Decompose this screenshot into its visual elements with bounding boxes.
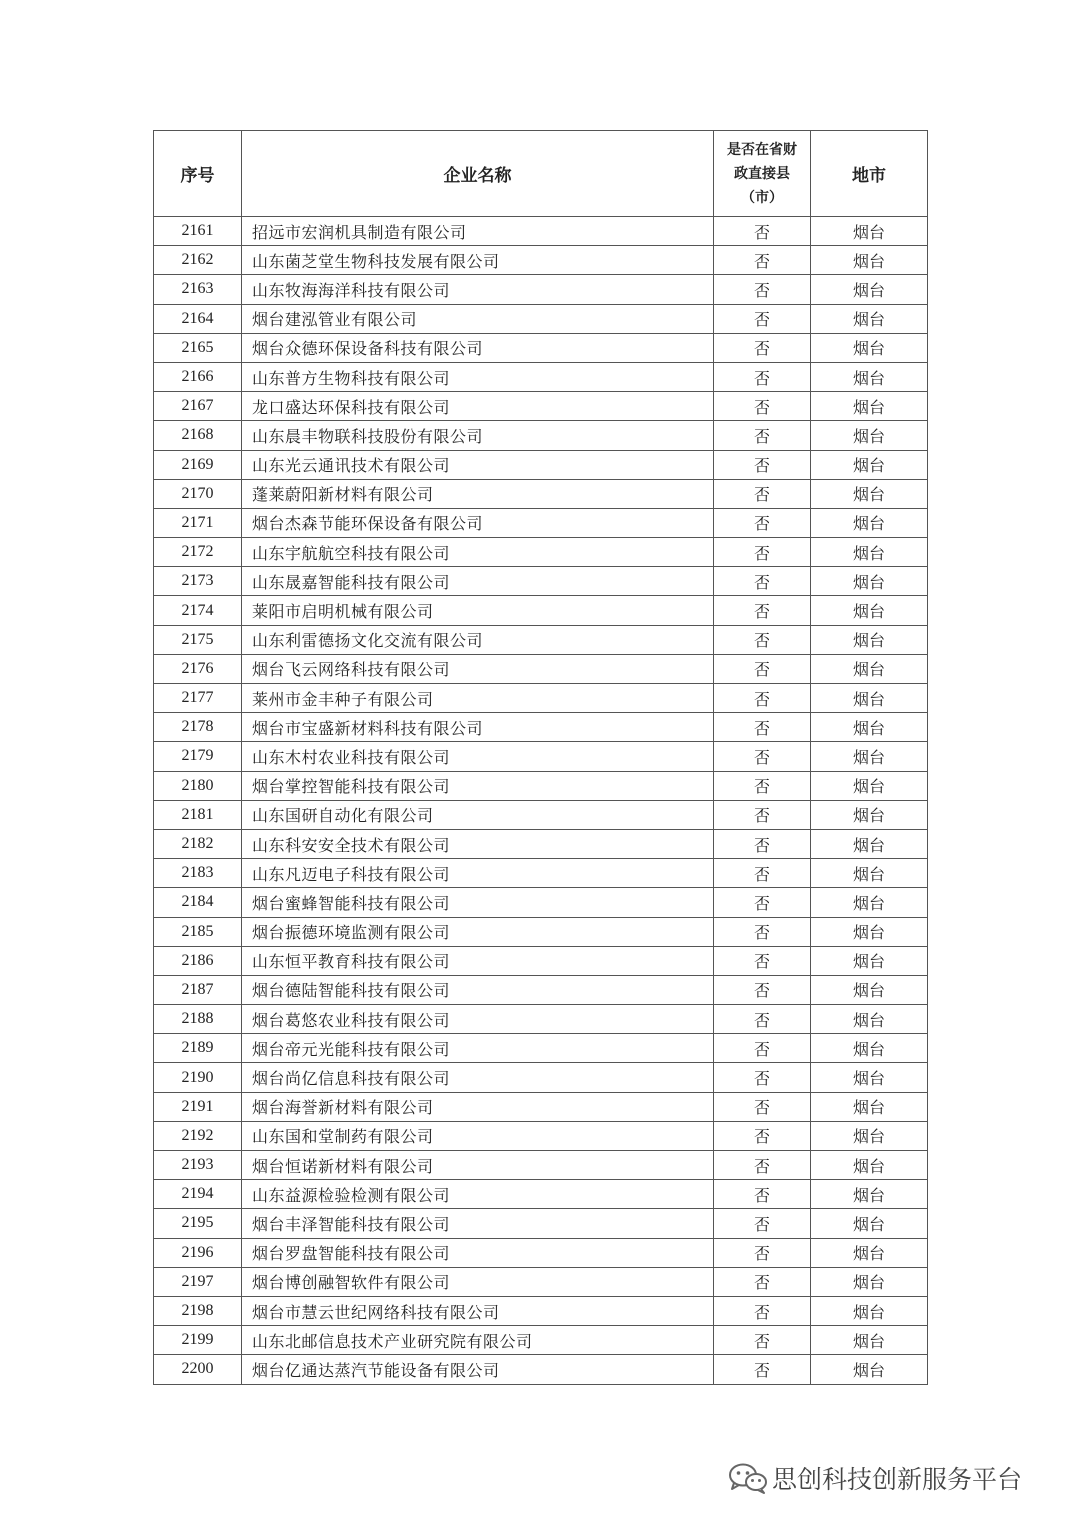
row-direct-county: 否: [714, 888, 811, 917]
row-company-name: 龙口盛达环保科技有限公司: [242, 392, 714, 421]
row-city: 烟台: [811, 304, 928, 333]
row-company-name: 烟台恒诺新材料有限公司: [242, 1151, 714, 1180]
watermark-text: 思创科技创新服务平台: [772, 1465, 1023, 1494]
row-direct-county: 否: [714, 421, 811, 450]
row-seq: 2164: [154, 304, 242, 333]
row-direct-county: 否: [714, 538, 811, 567]
row-company-name: 烟台尚亿信息科技有限公司: [242, 1063, 714, 1092]
row-company-name: 山东北邮信息技术产业研究院有限公司: [242, 1326, 714, 1355]
table-row: [154, 713, 928, 742]
row-city: 烟台: [811, 771, 928, 800]
table-row: [154, 800, 928, 829]
table-row: [154, 596, 928, 625]
row-city: 烟台: [811, 1326, 928, 1355]
row-seq: 2187: [154, 975, 242, 1004]
row-direct-county: 否: [714, 742, 811, 771]
row-company-name: 烟台掌控智能科技有限公司: [242, 771, 714, 800]
table-row: [154, 1092, 928, 1121]
row-direct-county: 否: [714, 1063, 811, 1092]
row-seq: 2199: [154, 1326, 242, 1355]
row-seq: 2200: [154, 1355, 242, 1384]
row-direct-county: 否: [714, 275, 811, 304]
table-row: [154, 1034, 928, 1063]
row-seq: 2162: [154, 246, 242, 275]
row-city: 烟台: [811, 625, 928, 654]
row-direct-county: 否: [714, 1005, 811, 1034]
row-seq: 2180: [154, 771, 242, 800]
table-header-row: [154, 131, 928, 217]
row-company-name: 山东凡迈电子科技有限公司: [242, 859, 714, 888]
row-city: 烟台: [811, 421, 928, 450]
table-row: [154, 1267, 928, 1296]
table-row: [154, 1005, 928, 1034]
row-city: 烟台: [811, 654, 928, 683]
row-direct-county: 否: [714, 1326, 811, 1355]
row-city: 烟台: [811, 217, 928, 246]
row-direct-county: 否: [714, 684, 811, 713]
table-row: [154, 362, 928, 391]
row-city: 烟台: [811, 946, 928, 975]
row-direct-county: 否: [714, 713, 811, 742]
row-city: 烟台: [811, 479, 928, 508]
row-seq: 2174: [154, 596, 242, 625]
row-seq: 2192: [154, 1121, 242, 1150]
row-city: 烟台: [811, 1355, 928, 1384]
table-row: [154, 1180, 928, 1209]
header-seq: 序号: [154, 131, 242, 217]
row-direct-county: 否: [714, 392, 811, 421]
row-city: 烟台: [811, 684, 928, 713]
row-city: 烟台: [811, 859, 928, 888]
row-seq: 2171: [154, 508, 242, 537]
row-direct-county: 否: [714, 1034, 811, 1063]
row-seq: 2183: [154, 859, 242, 888]
row-company-name: 山东光云通讯技术有限公司: [242, 450, 714, 479]
row-company-name: 烟台杰森节能环保设备有限公司: [242, 508, 714, 537]
enterprise-table: [153, 130, 928, 1385]
row-seq: 2177: [154, 684, 242, 713]
row-company-name: 烟台蜜蜂智能科技有限公司: [242, 888, 714, 917]
row-city: 烟台: [811, 1180, 928, 1209]
table-row: [154, 392, 928, 421]
row-city: 烟台: [811, 975, 928, 1004]
row-company-name: 山东国研自动化有限公司: [242, 800, 714, 829]
table-row: [154, 888, 928, 917]
row-company-name: 山东木村农业科技有限公司: [242, 742, 714, 771]
row-direct-county: 否: [714, 859, 811, 888]
row-seq: 2163: [154, 275, 242, 304]
row-direct-county: 否: [714, 829, 811, 858]
row-company-name: 烟台振德环境监测有限公司: [242, 917, 714, 946]
row-seq: 2167: [154, 392, 242, 421]
row-city: 烟台: [811, 246, 928, 275]
table-row: [154, 742, 928, 771]
row-city: 烟台: [811, 1034, 928, 1063]
row-seq: 2193: [154, 1151, 242, 1180]
table-row: [154, 654, 928, 683]
row-direct-county: 否: [714, 771, 811, 800]
table-row: [154, 946, 928, 975]
table-row: [154, 1355, 928, 1384]
table-body: [154, 217, 928, 1385]
row-city: 烟台: [811, 1005, 928, 1034]
table-row: [154, 333, 928, 362]
row-direct-county: 否: [714, 917, 811, 946]
header-city: 地市: [811, 131, 928, 217]
row-company-name: 山东牧海海洋科技有限公司: [242, 275, 714, 304]
table-row: [154, 567, 928, 596]
row-company-name: 烟台市宝盛新材料科技有限公司: [242, 713, 714, 742]
table-row: [154, 625, 928, 654]
row-city: 烟台: [811, 538, 928, 567]
row-city: 烟台: [811, 1121, 928, 1150]
row-direct-county: 否: [714, 800, 811, 829]
row-seq: 2169: [154, 450, 242, 479]
row-city: 烟台: [811, 333, 928, 362]
table-row: [154, 859, 928, 888]
row-city: 烟台: [811, 1267, 928, 1296]
row-company-name: 山东益源检验检测有限公司: [242, 1180, 714, 1209]
row-seq: 2161: [154, 217, 242, 246]
row-company-name: 山东国和堂制药有限公司: [242, 1121, 714, 1150]
row-city: 烟台: [811, 450, 928, 479]
row-city: 烟台: [811, 1238, 928, 1267]
row-company-name: 烟台丰泽智能科技有限公司: [242, 1209, 714, 1238]
row-company-name: 烟台众德环保设备科技有限公司: [242, 333, 714, 362]
row-direct-county: 否: [714, 1151, 811, 1180]
row-direct-county: 否: [714, 362, 811, 391]
table-row: [154, 275, 928, 304]
row-direct-county: 否: [714, 625, 811, 654]
row-company-name: 山东科安安全技术有限公司: [242, 829, 714, 858]
header-company-name: 企业名称: [242, 131, 714, 217]
row-city: 烟台: [811, 275, 928, 304]
row-direct-county: 否: [714, 975, 811, 1004]
table-row: [154, 508, 928, 537]
row-direct-county: 否: [714, 1355, 811, 1384]
row-company-name: 山东恒平教育科技有限公司: [242, 946, 714, 975]
row-direct-county: 否: [714, 246, 811, 275]
table-row: [154, 304, 928, 333]
table-row: [154, 771, 928, 800]
row-seq: 2191: [154, 1092, 242, 1121]
row-company-name: 山东菌芝堂生物科技发展有限公司: [242, 246, 714, 275]
row-direct-county: 否: [714, 946, 811, 975]
row-seq: 2175: [154, 625, 242, 654]
row-city: 烟台: [811, 829, 928, 858]
row-direct-county: 否: [714, 567, 811, 596]
wechat-icon: [728, 1462, 768, 1494]
row-company-name: 山东晟嘉智能科技有限公司: [242, 567, 714, 596]
row-direct-county: 否: [714, 1180, 811, 1209]
row-company-name: 烟台帝元光能科技有限公司: [242, 1034, 714, 1063]
table-row: [154, 1151, 928, 1180]
row-seq: 2165: [154, 333, 242, 362]
row-seq: 2170: [154, 479, 242, 508]
table-row: [154, 1209, 928, 1238]
row-seq: 2166: [154, 362, 242, 391]
row-company-name: 山东宇航航空科技有限公司: [242, 538, 714, 567]
row-city: 烟台: [811, 742, 928, 771]
row-seq: 2176: [154, 654, 242, 683]
row-direct-county: 否: [714, 508, 811, 537]
row-direct-county: 否: [714, 1121, 811, 1150]
row-seq: 2194: [154, 1180, 242, 1209]
row-seq: 2172: [154, 538, 242, 567]
row-seq: 2185: [154, 917, 242, 946]
row-direct-county: 否: [714, 450, 811, 479]
row-company-name: 莱州市金丰种子有限公司: [242, 684, 714, 713]
row-company-name: 招远市宏润机具制造有限公司: [242, 217, 714, 246]
row-direct-county: 否: [714, 333, 811, 362]
row-seq: 2197: [154, 1267, 242, 1296]
row-seq: 2186: [154, 946, 242, 975]
row-seq: 2198: [154, 1296, 242, 1325]
table-row: [154, 217, 928, 246]
row-company-name: 烟台海誉新材料有限公司: [242, 1092, 714, 1121]
row-city: 烟台: [811, 392, 928, 421]
header-direct-county: 是否在省财政直接县（市）: [714, 131, 811, 217]
row-city: 烟台: [811, 1209, 928, 1238]
row-city: 烟台: [811, 888, 928, 917]
row-direct-county: 否: [714, 1238, 811, 1267]
table-row: [154, 538, 928, 567]
row-company-name: 山东晨丰物联科技股份有限公司: [242, 421, 714, 450]
table-row: [154, 917, 928, 946]
row-seq: 2179: [154, 742, 242, 771]
row-company-name: 烟台亿通达蒸汽节能设备有限公司: [242, 1355, 714, 1384]
row-direct-county: 否: [714, 1209, 811, 1238]
row-direct-county: 否: [714, 217, 811, 246]
row-seq: 2178: [154, 713, 242, 742]
row-city: 烟台: [811, 1063, 928, 1092]
table-row: [154, 1296, 928, 1325]
row-city: 烟台: [811, 1092, 928, 1121]
row-city: 烟台: [811, 362, 928, 391]
row-city: 烟台: [811, 1151, 928, 1180]
row-direct-county: 否: [714, 1296, 811, 1325]
row-direct-county: 否: [714, 1092, 811, 1121]
row-company-name: 山东普方生物科技有限公司: [242, 362, 714, 391]
row-direct-county: 否: [714, 479, 811, 508]
row-company-name: 莱阳市启明机械有限公司: [242, 596, 714, 625]
row-direct-county: 否: [714, 596, 811, 625]
table-row: [154, 450, 928, 479]
row-city: 烟台: [811, 508, 928, 537]
row-city: 烟台: [811, 917, 928, 946]
table-row: [154, 975, 928, 1004]
row-company-name: 烟台博创融智软件有限公司: [242, 1267, 714, 1296]
table-row: [154, 1238, 928, 1267]
table-row: [154, 1121, 928, 1150]
row-seq: 2184: [154, 888, 242, 917]
row-company-name: 山东利雷德扬文化交流有限公司: [242, 625, 714, 654]
row-city: 烟台: [811, 713, 928, 742]
row-seq: 2190: [154, 1063, 242, 1092]
row-company-name: 烟台建泓管业有限公司: [242, 304, 714, 333]
table-row: [154, 246, 928, 275]
row-city: 烟台: [811, 800, 928, 829]
row-city: 烟台: [811, 567, 928, 596]
row-direct-county: 否: [714, 1267, 811, 1296]
row-seq: 2181: [154, 800, 242, 829]
table-row: [154, 684, 928, 713]
row-seq: 2168: [154, 421, 242, 450]
table-row: [154, 421, 928, 450]
row-seq: 2173: [154, 567, 242, 596]
row-seq: 2182: [154, 829, 242, 858]
row-company-name: 烟台德陆智能科技有限公司: [242, 975, 714, 1004]
row-company-name: 烟台葛悠农业科技有限公司: [242, 1005, 714, 1034]
row-company-name: 烟台市慧云世纪网络科技有限公司: [242, 1296, 714, 1325]
table-row: [154, 1326, 928, 1355]
row-direct-county: 否: [714, 654, 811, 683]
table-row: [154, 1063, 928, 1092]
row-company-name: 蓬莱蔚阳新材料有限公司: [242, 479, 714, 508]
row-seq: 2195: [154, 1209, 242, 1238]
row-seq: 2196: [154, 1238, 242, 1267]
row-company-name: 烟台飞云网络科技有限公司: [242, 654, 714, 683]
row-seq: 2189: [154, 1034, 242, 1063]
row-seq: 2188: [154, 1005, 242, 1034]
table-row: [154, 479, 928, 508]
table-row: [154, 829, 928, 858]
row-company-name: 烟台罗盘智能科技有限公司: [242, 1238, 714, 1267]
row-direct-county: 否: [714, 304, 811, 333]
row-city: 烟台: [811, 596, 928, 625]
watermark: [728, 1460, 1022, 1496]
row-city: 烟台: [811, 1296, 928, 1325]
